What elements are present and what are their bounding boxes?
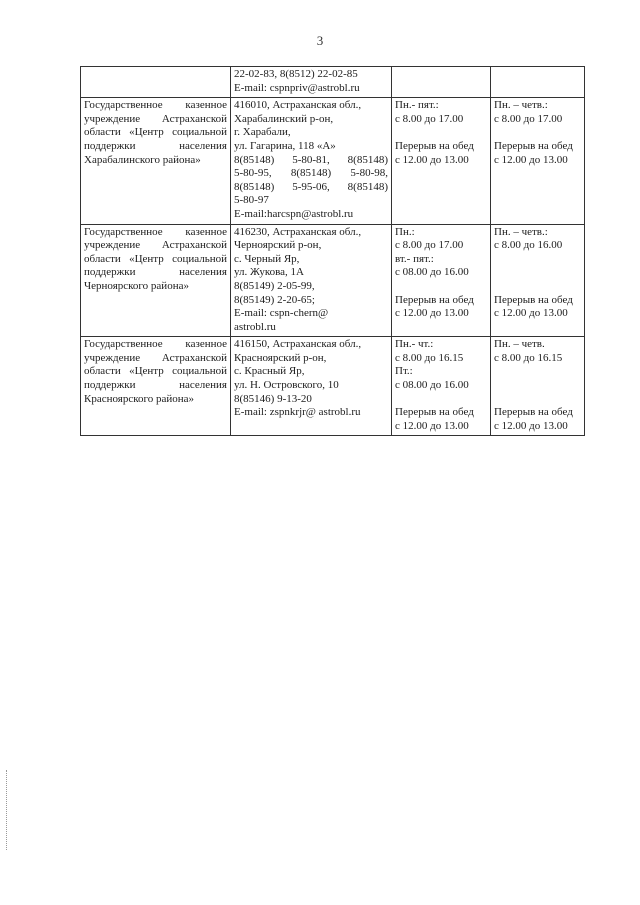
address-cell [231,67,392,98]
hours-days: Пн. – четв.: [494,99,548,112]
hours-days: Пн.- чт.: [395,338,434,351]
hours-weekday-cell [392,98,491,224]
hours-time: с 08.00 до 16.00 [395,379,469,392]
lunch-time: с 12.00 до 13.00 [494,419,568,432]
address-cell [231,337,392,436]
hours-days: Пн.- пят.: [395,99,439,112]
lunch-time: с 12.00 до 13.00 [395,419,469,432]
hours-time: с 8.00 до 17.00 [395,239,464,252]
table-row [81,337,585,436]
table-row [81,67,585,98]
phone-line: 8(85149) 2-20-65; [234,293,315,306]
org-cell [81,67,231,98]
phone-line: 5-80-95, 8(85148) 5-80-98, [234,167,388,180]
lunch-label: Перерыв на обед [395,139,474,152]
lunch-time: с 12.00 до 13.00 [494,153,568,166]
lunch-time: с 12.00 до 13.00 [395,153,469,166]
org-name: Государственное казенное учреждение Астраханской области «Центр социальной поддержки населения Черноярского района» [84,225,227,292]
phone-line: 8(85149) 2-05-99, [234,279,315,292]
address-line: с. Черный Яр, [234,252,300,265]
address-cell [231,224,392,337]
phone-line: 5-80-97 [234,194,269,207]
org-name: Государственное казенное учреждение Астраханской области «Центр социальной поддержки населения Харабалинского района» [84,99,227,166]
address-line: Красноярский р-он, [234,351,327,364]
address-cell [231,98,392,224]
hours-weekday-cell [392,337,491,436]
agencies-table [80,66,585,436]
hours-days: вт.- пят.: [395,252,434,265]
address-line: Черноярский р-он, [234,239,322,252]
address-line: 416010, Астраханская обл., [234,99,362,112]
address-line: ул. Гагарина, 118 «А» [234,139,336,152]
hours-time: с 8.00 до 17.00 [395,112,464,125]
email-line: E-mail: cspnpriv@astrobl.ru [234,81,360,94]
email-line: E-mail: zspnkrjr@ astrobl.ru [234,406,361,419]
lunch-time: с 12.00 до 13.00 [494,307,568,320]
hours-days: Пн.: [395,225,415,238]
org-cell [81,98,231,224]
scan-margin-marks [6,770,11,850]
phone-line: 8(85146) 9-13-20 [234,392,312,405]
hours-reception-cell [491,67,585,98]
table-row [81,224,585,337]
org-name: Государственное казенное учреждение Астраханской области «Центр социальной поддержки населения Красноярского района» [84,338,227,405]
hours-time: с 8.00 до 16.00 [494,239,563,252]
email-line: astrobl.ru [234,320,276,333]
lunch-time: с 12.00 до 13.00 [395,307,469,320]
hours-days: Пн. – четв. [494,338,545,351]
lunch-label: Перерыв на обед [494,293,573,306]
hours-time: с 8.00 до 16.15 [494,351,563,364]
hours-reception-cell [491,98,585,224]
address-line: 416150, Астраханская обл., [234,338,362,351]
hours-reception-cell [491,337,585,436]
address-line: 416230, Астраханская обл., [234,225,362,238]
address-line: Харабалинский р-он, [234,112,334,125]
lunch-label: Перерыв на обед [395,293,474,306]
phone-line: 8(85148) 5-95-06, 8(85148) [234,180,388,193]
lunch-label: Перерыв на обед [395,406,474,419]
hours-time: с 8.00 до 17.00 [494,112,563,125]
page-number: 3 [316,33,324,48]
address-line: 22-02-83, 8(8512) 22-02-85 [234,68,358,80]
address-line: с. Красный Яр, [234,365,305,378]
org-cell [81,224,231,337]
lunch-label: Перерыв на обед [494,406,573,419]
address-line: г. Харабали, [234,126,291,139]
lunch-label: Перерыв на обед [494,139,573,152]
org-cell [81,337,231,436]
address-line: ул. Жукова, 1А [234,266,304,279]
hours-time: с 08.00 до 16.00 [395,266,469,279]
table-row [81,98,585,224]
phone-line: 8(85148) 5-80-81, 8(85148) [234,153,388,166]
hours-weekday-cell [392,224,491,337]
address-line: ул. Н. Островского, 10 [234,379,339,392]
hours-weekday-cell [392,67,491,98]
hours-time: с 8.00 до 16.15 [395,351,464,364]
hours-reception-cell [491,224,585,337]
hours-days: Пт.: [395,365,413,378]
email-line: E-mail:harcspn@astrobl.ru [234,207,354,220]
hours-days: Пн. – четв.: [494,225,548,238]
email-line: E-mail: cspn-chern@ [234,307,329,320]
